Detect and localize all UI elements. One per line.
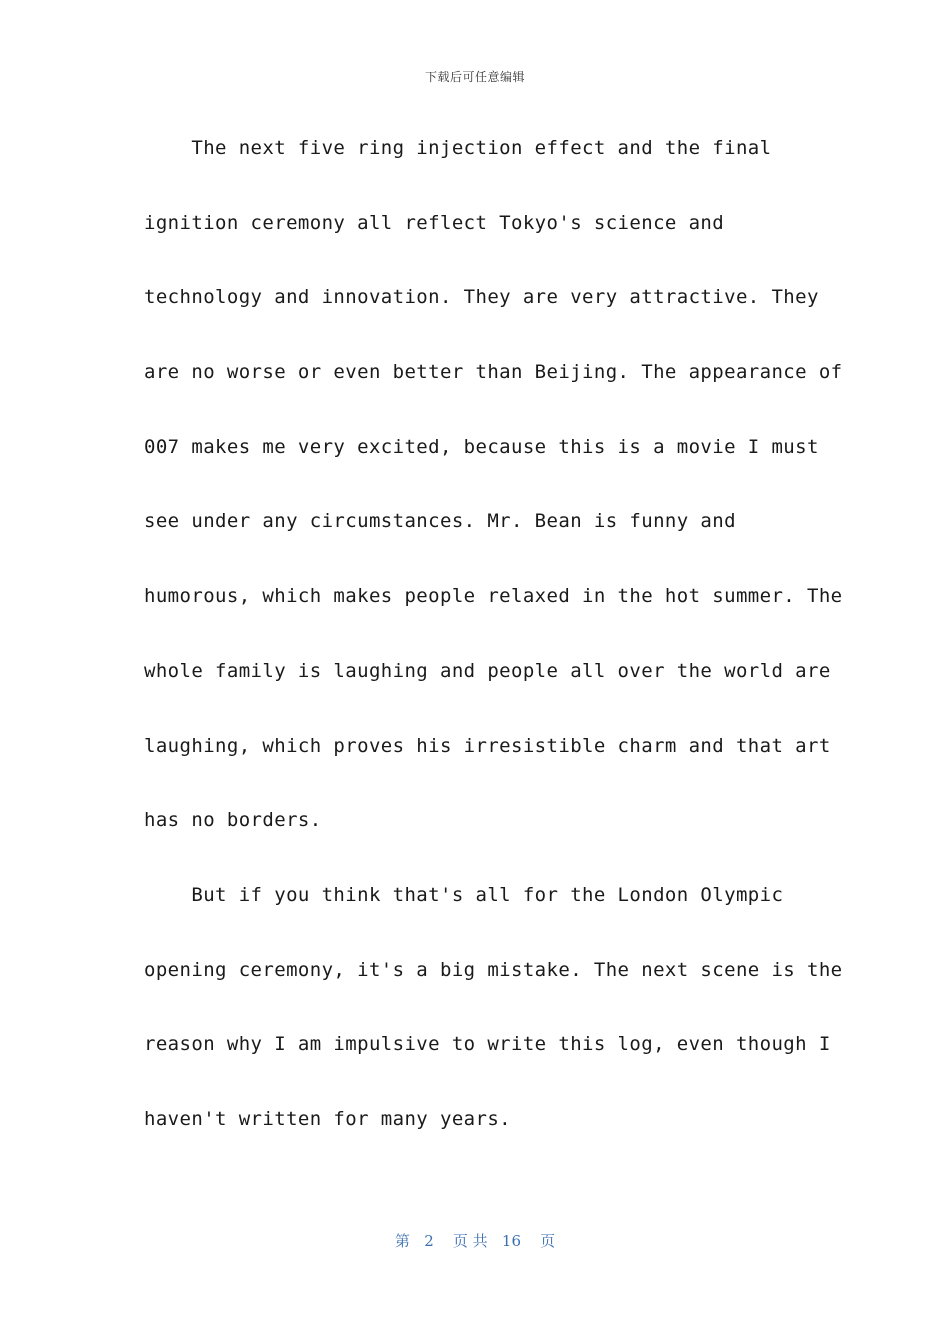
document-body — [144, 122, 843, 1168]
page-footer — [0, 1230, 950, 1251]
text-line: technology and innovation. They are very attractive. They — [144, 286, 819, 309]
footer-prefix: 第 — [394, 1232, 410, 1250]
page-number: 2 — [424, 1232, 434, 1250]
text-line: reason why I am impulsive to write this log, even though I — [144, 1033, 831, 1056]
page-header: 下载后可任意编辑 — [424, 70, 525, 84]
page-total: 16 — [501, 1232, 522, 1250]
text-line: see under any circumstances. Mr. Bean is funny and — [144, 510, 736, 533]
footer-suffix: 页 — [540, 1232, 556, 1250]
text-line: But if you think that's all for the London Olympic — [144, 883, 784, 906]
text-line: whole family is laughing and people all over the world are — [144, 659, 831, 682]
text-line: 007 makes me very excited, because this is a movie I must — [144, 435, 819, 458]
text-line: ignition ceremony all reflect Tokyo's science and — [144, 211, 725, 234]
footer-middle: 页 共 — [452, 1232, 488, 1250]
text-line: opening ceremony, it's a big mistake. The next scene is the — [144, 958, 843, 981]
text-line: has no borders. — [144, 809, 322, 832]
text-line: haven't written for many years. — [144, 1107, 512, 1130]
text-line: are no worse or even better than Beijing. The appearance of — [144, 361, 843, 384]
text-line: laughing, which proves his irresistible charm and that art — [144, 734, 831, 757]
text-line: humorous, which makes people relaxed in the hot summer. The — [144, 585, 843, 608]
text-line: The next five ring injection effect and the final — [144, 137, 772, 159]
